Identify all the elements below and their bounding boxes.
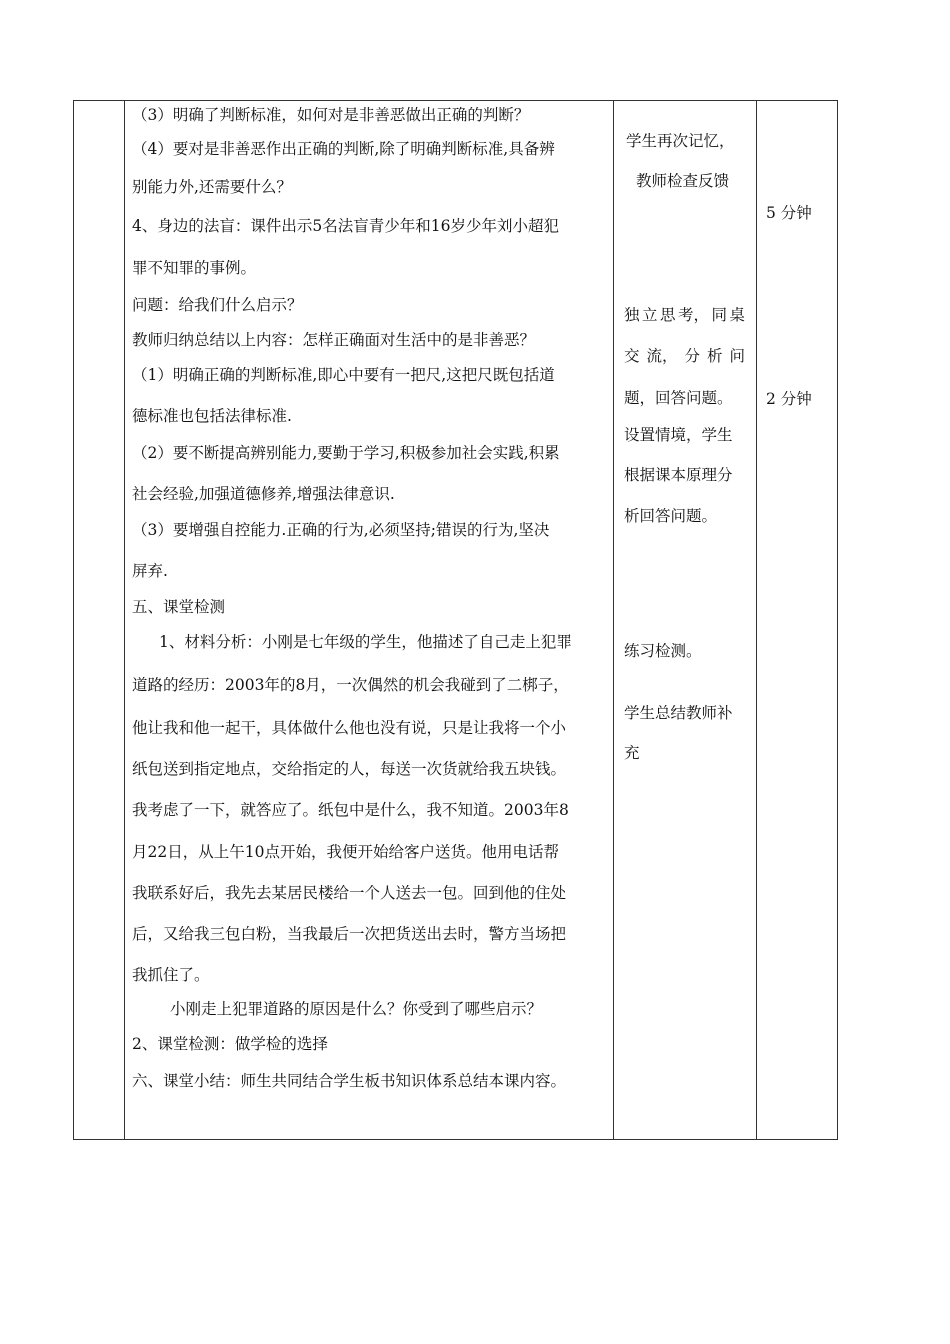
time-value: 2 分钟: [766, 390, 812, 408]
section-heading: 六、课堂小结：师生共同结合学生板书知识体系总结本课内容。: [132, 1072, 567, 1090]
content-line: 别能力外,还需要什么？: [132, 178, 292, 196]
column-divider: [613, 101, 614, 1139]
section-heading: 五、课堂检测: [132, 598, 226, 616]
content-line: （3）明确了判断标准，如何对是非善恶做出正确的判断？: [132, 106, 530, 124]
time-value: 5 分钟: [766, 204, 812, 222]
content-line: 月22日，从上午10点开始，我便开始给客户送货。他用电话帮: [132, 843, 559, 861]
content-line: 罪不知罪的事例。: [132, 259, 257, 277]
activity-line: 独 立 思 考， 同 桌: [624, 306, 745, 324]
content-line: 我考虑了一下，就答应了。纸包中是什么，我不知道。2003年8: [132, 801, 569, 819]
lesson-table: [73, 100, 838, 1140]
content-line: 2、课堂检测：做学检的选择: [132, 1035, 328, 1053]
content-line: （2）要不断提高辨别能力,要勤于学习,积极参加社会实践,积累: [132, 444, 560, 462]
content-line: 教师归纳总结以上内容：怎样正确面对生活中的是非善恶？: [132, 331, 536, 349]
content-line: 4、身边的法盲：课件出示5名法盲青少年和16岁少年刘小超犯: [132, 217, 559, 235]
content-line: 1、材料分析：小刚是七年级的学生，他描述了自己走上犯罪: [159, 633, 572, 651]
content-line: 我抓住了。: [132, 966, 210, 984]
activity-line: 教师检查反馈: [636, 172, 730, 190]
content-line: 德标准也包括法律标准.: [132, 407, 292, 425]
activity-line: 设置情境，学生: [624, 426, 733, 444]
content-line: 我联系好后，我先去某居民楼给一个人送去一包。回到他的住处: [132, 884, 567, 902]
activity-line: 题，回答问题。: [624, 389, 733, 407]
content-line: （1）明确正确的判断标准,即心中要有一把尺,这把尺既包括道: [132, 366, 555, 384]
content-line: （4）要对是非善恶作出正确的判断,除了明确判断标准,具备辨: [132, 140, 555, 158]
content-line: 屏弃.: [132, 562, 168, 580]
column-divider: [756, 101, 757, 1139]
content-line: 社会经验,加强道德修养,增强法律意识.: [132, 485, 395, 503]
content-line: 问题：给我们什么启示？: [132, 296, 303, 314]
activity-line: 根据课本原理分: [624, 466, 733, 484]
column-divider: [124, 101, 125, 1139]
content-line: 道路的经历：2003年的8月，一次偶然的机会我碰到了二梆子，: [132, 676, 569, 694]
activity-line: 析回答问题。: [624, 507, 718, 525]
activity-line: 练习检测。: [624, 642, 702, 660]
content-line: （3）要增强自控能力.正确的行为,必须坚持;错误的行为,坚决: [132, 521, 550, 539]
content-line: 后，又给我三包白粉，当我最后一次把货送出去时，警方当场把: [132, 925, 567, 943]
activity-line: 学生总结教师补: [624, 704, 733, 722]
activity-line: 交 流， 分 析 问: [624, 347, 745, 365]
content-line: 纸包送到指定地点，交给指定的人，每送一次货就给我五块钱。: [132, 760, 567, 778]
content-line: 小刚走上犯罪道路的原因是什么？你受到了哪些启示？: [170, 1000, 543, 1018]
activity-line: 学生再次记忆，: [626, 132, 735, 150]
content-line: 他让我和他一起干，具体做什么他也没有说，只是让我将一个小: [132, 719, 567, 737]
activity-line: 充: [624, 744, 640, 762]
